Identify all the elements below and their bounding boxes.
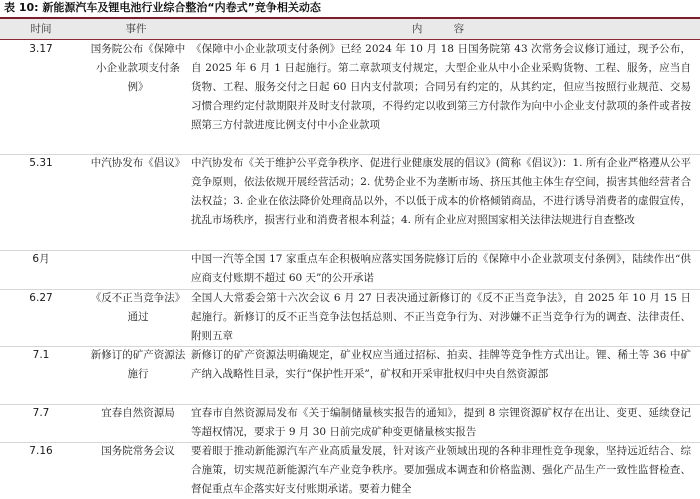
row-date: 7.1 xyxy=(32,349,50,361)
column-header-date: 时间 xyxy=(30,23,52,35)
row-date: 6.27 xyxy=(29,292,53,304)
row-event xyxy=(90,250,186,288)
column-header-content: 内 容 xyxy=(411,23,479,35)
row-event: 新修订的矿产资源法施行 xyxy=(90,349,186,380)
row-date: 7.7 xyxy=(32,407,50,419)
row-date: 6月 xyxy=(32,253,50,265)
row-content: 新修订的矿产资源法明确规定，矿业权应当通过招标、拍卖、挂牌等竞争性方式出让。锂、稀土等 36 中矿产纳入战略性目录，实行“保护性开采”，矿权和开采审批权归中央自然资源部 xyxy=(191,349,691,380)
row-content: 《保障中小企业款项支付条例》已经 2024 年 10 月 18 日国务院第 43 次常务会议修订通过，现予公布，自 2025 年 6 月 1 日起施行。第二章款项支付规定，大型企业从中小企业采购货物、工程、服务，应当自货物、工程、服务交付之日起 60 日内支付款项；合同另有约定的，从其约定，但应当按照行业规范、交易习惯合理约定付款期限并及时支付款项，不得约定以收到第三方付款作为向中小企业支付款项的条件或者按照第三方付款进度比例支付中小企业款项 xyxy=(191,43,691,131)
row-event: 国务院公布《保障中小企业款项支付条例》 xyxy=(90,43,186,93)
row-content: 全国人大常委会第十六次会议 6 月 27 日表决通过新修订的《反不正当竞争法》，自 2025 年 10 月 15 日起施行。新修订的反不正当竞争法包括总则、不正当竞争行为、对涉嫌不正当竞争行为的调查、法律责任、附则五章 xyxy=(191,292,691,342)
row-date: 5.31 xyxy=(29,157,53,169)
column-header-event: 事件 xyxy=(125,23,147,35)
row-event: 宜春自然资源局 xyxy=(101,407,175,419)
row-event: 《反不正当竞争法》通过 xyxy=(90,292,186,323)
row-date: 3.17 xyxy=(29,43,53,55)
row-content: 宜春市自然资源局发布《关于编制储量核实报告的通知》，提到 8 宗锂资源矿权存在出让、变更、延续登记等超权情况，要求于 9 月 30 日前完成矿种变更储量核实报告 xyxy=(191,407,691,438)
row-event: 中汽协发布《倡议》 xyxy=(90,157,186,169)
row-content: 中汽协发布《关于维护公平竞争秩序、促进行业健康发展的倡议》(简称《倡议》)：1. 所有企业严格遵从公平竞争原则，依法依规开展经营活动；2. 优势企业不为垄断市场、挤压其他主体生存空间，损害其他经营者合法权益；3. 企业在依法降价处理商品以外，不以低于成本的价格倾销商品，不进行诱导消费者的虚假宣传，扰乱市场秩序，损害行业和消费者根本利益；4. 所有企业应对照国家相关法律法规进行自查整改 xyxy=(191,157,691,226)
row-content: 要着眼于推动新能源汽车产业高质量发展，针对该产业领域出现的各种非理性竞争现象，坚持远近结合、综合施策，切实规范新能源汽车产业竞争秩序。要加强成本调查和价格监测、强化产品生产一致性监督检查、督促重点车企落实好支付账期承诺。要着力健全 xyxy=(191,445,691,495)
row-event: 国务院常务会议 xyxy=(101,445,175,457)
row-date: 7.16 xyxy=(29,445,53,457)
table-caption: 表 10: 新能源汽车及锂电池行业综合整治“内卷式”竞争相关动态 xyxy=(4,1,321,14)
row-content: 中国一汽等全国 17 家重点车企积极响应落实国务院修订后的《保障中小企业款项支付条例》，陆续作出“供应商支付账期不超过 60 天”的公开承诺 xyxy=(191,253,691,284)
